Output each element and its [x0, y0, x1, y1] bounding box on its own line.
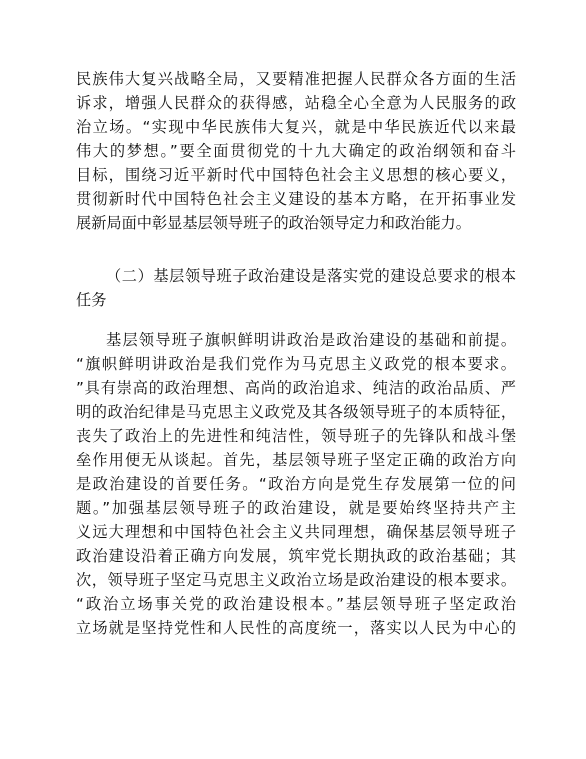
text-line: 是政治建设的首要任务。“政治方向是党生存发展第一位的问: [76, 475, 516, 493]
text-line: 民族伟大复兴战略全局，又要精准把握人民群众各方面的生活: [76, 70, 516, 88]
text-line: ”具有崇高的政治理想、高尚的政治追求、纯洁的政治品质、严: [76, 379, 516, 397]
paragraph-2: [76, 328, 516, 640]
text-line: 贯彻新时代中国特色社会主义建设的基本方略，在开拓事业发: [76, 190, 516, 208]
text-line: 诉求，增强人民群众的获得感，站稳全心全意为人民服务的政: [76, 94, 516, 112]
paragraph-1: [76, 67, 516, 235]
text-line: 明的政治纪律是马克思主义政党及其各级领导班子的本质特征，: [76, 403, 516, 421]
text-line: 立场就是坚持党性和人民性的高度统一，落实以人民为中心的: [76, 619, 516, 637]
text-line: “政治立场事关党的政治建设根本。”基层领导班子坚定政治: [76, 595, 516, 613]
text-line: 题。”加强基层领导班子的政治建设，就是要始终坚持共产主: [76, 499, 516, 517]
text-line: “旗帜鲜明讲政治是我们党作为马克思主义政党的根本要求。: [76, 355, 516, 373]
text-line: 丧失了政治上的先进性和纯洁性，领导班子的先锋队和战斗堡: [76, 427, 516, 445]
text-line: 目标，围绕习近平新时代中国特色社会主义思想的核心要义，: [76, 166, 516, 184]
text-line: 治立场。“实现中华民族伟大复兴，就是中华民族近代以来最: [76, 118, 516, 136]
heading-line: 任务: [76, 291, 107, 309]
text-line: 展新局面中彰显基层领导班子的政治领导定力和政治能力。: [76, 214, 471, 232]
text-line: 义远大理想和中国特色社会主义共同理想，确保基层领导班子: [76, 523, 516, 541]
text-line: 基层领导班子旗帜鲜明讲政治是政治建设的基础和前提。: [106, 331, 516, 349]
text-line: 次，领导班子坚定马克思主义政治立场是政治建设的根本要求。: [76, 571, 516, 589]
section-heading: [76, 264, 516, 312]
text-line: 垒作用便无从谈起。首先，基层领导班子坚定正确的政治方向: [76, 451, 516, 469]
text-line: 伟大的梦想。”要全面贯彻党的十九大确定的政治纲领和奋斗: [76, 142, 516, 160]
heading-line: （二）基层领导班子政治建设是落实党的建设总要求的根本: [106, 267, 516, 285]
text-line: 政治建设沿着正确方向发展，筑牢党长期执政的政治基础；其: [76, 547, 516, 565]
